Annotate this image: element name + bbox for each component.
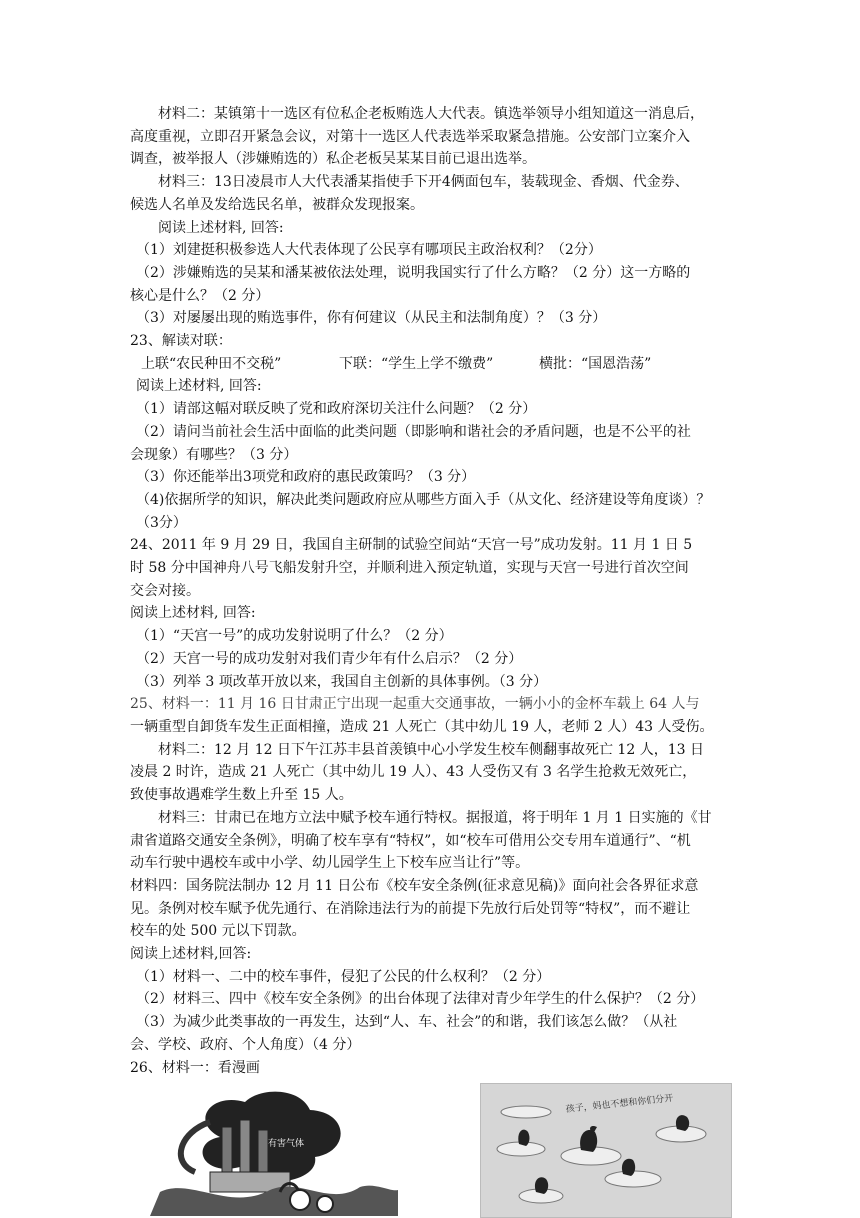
couplet xyxy=(130,353,730,376)
question-25-material4-line1: 材料四：国务院法制办 12 月 11 日公布《校车安全条例(征求意见稿)》面向社会各界征求意 xyxy=(130,877,699,894)
document-body xyxy=(130,103,730,1079)
prompt-read-answer: 阅读上述材料,回答: xyxy=(130,946,252,963)
question-24-line2: 时 58 分中国神舟八号飞船发射升空，并顺利进入预定轨道，实现与天宫一号进行首次空间 xyxy=(130,560,689,577)
question-23-2-line1: （2）请问当前社会生活中面临的此类问题（即影响和谐社会的矛盾问题，也是不公平的社 xyxy=(136,423,691,440)
prompt-read-answer: 阅读上述材料, 回答: xyxy=(130,605,256,622)
question-22-2-line2: 核心是什么？（2 分） xyxy=(130,287,270,304)
question-22-2-line1: （2）涉嫌贿选的吴某和潘某被依法处理，说明我国实行了什么方略？（2 分）这一方略的 xyxy=(136,264,691,281)
melting-ice-penguins-cartoon-image xyxy=(480,1083,732,1218)
question-25-2: （2）材料三、四中《校车安全条例》的出台体现了法律对青少年学生的什么保护？（2 分） xyxy=(136,991,705,1008)
question-26-heading: 26、材料一：看漫画 xyxy=(130,1059,260,1076)
para-material3-line1: 材料三：13日凌晨市人大代表潘某指使手下开4俩面包车，装载现金、香烟、代金券、 xyxy=(158,174,689,191)
cartoon-gas-label: 有害气体 xyxy=(268,1139,305,1149)
para-material3-line2: 候选人名单及发给选民名单，被群众发现报案。 xyxy=(130,196,424,213)
question-24-3: （3）列举 3 项改革开放以来，我国自主创新的具体事例。（3 分） xyxy=(136,673,548,690)
question-22-3: （3）对屡屡出现的贿选事件，你有何建议（从民主和法制角度）？（3 分） xyxy=(136,310,607,327)
question-22-1: （1）刘建挺积极参选人大代表体现了公民享有哪项民主政治权利？（2分） xyxy=(136,242,602,259)
prompt-read-answer: 阅读上述材料, 回答: xyxy=(136,378,262,395)
question-23-4-line1: （4)依据所学的知识，解决此类问题政府应从哪些方面入手（从文化、经济建设等角度谈）？ xyxy=(136,491,711,508)
prompt-read-answer: 阅读上述材料, 回答: xyxy=(158,219,284,236)
question-24-line1: 24、2011 年 9 月 29 日，我国自主研制的试验空间站“天宫一号”成功发射。11 月 1 日 5 xyxy=(130,537,693,554)
question-23-4-line2: （3分） xyxy=(136,514,187,531)
question-25-1: （1）材料一、二中的校车事件，侵犯了公民的什么权利？（2 分） xyxy=(136,968,551,985)
question-24-1: （1）“天宫一号”的成功发射说明了什么？（2 分） xyxy=(136,628,453,645)
question-25-3-line2: 会、学校、政府、个人角度）（4 分） xyxy=(130,1036,361,1053)
para-material2-line3: 调查，被举报人（涉嫌贿选的）私企老板吴某某目前已退出选举。 xyxy=(130,151,536,168)
couplet-upper: 上联“农民种田不交税” xyxy=(141,355,282,372)
question-23-2-line2: 会现象）有哪些？（3 分） xyxy=(130,446,298,463)
pollution-cartoon-image xyxy=(150,1082,400,1216)
question-25-material1-line2: 一辆重型自卸货车发生正面相撞，造成 21 人死亡（其中幼儿 19 人，老师 2 人）43 人受伤。 xyxy=(130,718,714,735)
question-24-2: （2）天宫一号的成功发射对我们青少年有什么启示？（2 分） xyxy=(136,650,523,667)
couplet-lower: 下联：“学生上学不缴费” xyxy=(339,355,494,372)
question-24-line3: 交会对接。 xyxy=(130,582,200,599)
question-25-material4-line2: 见。条例对校车赋予优先通行、在消除违法行为的前提下先放行后处罚等“特权”，而不避让 xyxy=(130,900,691,917)
question-25-3-line1: （3）为减少此类事故的一再发生，达到“人、车、社会”的和谐，我们该怎么做？（从社 xyxy=(136,1014,678,1031)
question-25-material1-line1: 25、材料一：11 月 16 日甘肃正宁出现一起重大交通事故，一辆小小的金杯车载上 64 人与 xyxy=(130,696,700,713)
para-material2-line2: 高度重视，立即召开紧急会议，对第十一选区人代表选举采取紧急措施。公安部门立案介入 xyxy=(130,128,690,145)
question-25-material3-line3: 动车行驶中遇校车或中小学、幼儿园学生上下校车应当让行”等。 xyxy=(130,855,530,872)
question-25-material3-line2: 肃省道路交通安全条例》，明确了校车享有“特权”，如“校车可借用公交专用车道通行”、“机 xyxy=(130,832,691,849)
question-23-3: （3）你还能举出3项党和政府的惠民政策吗？（3 分） xyxy=(136,469,476,486)
question-25-material4-line3: 校车的处 500 元以下罚款。 xyxy=(130,923,306,940)
question-25-material2-line2: 凌晨 2 时许，造成 21 人死亡（其中幼儿 19 人）、43 人受伤又有 3 名学生抢救无效死亡， xyxy=(130,764,697,781)
question-25-material2-line1: 材料二：12 月 12 日下午江苏丰县首羡镇中心小学发生校车侧翻事故死亡 12 人，13 日 xyxy=(158,741,704,758)
question-23-heading: 23、解读对联： xyxy=(130,333,232,350)
question-25-material3-line1: 材料三：甘肃已在地方立法中赋予校车通行特权。据报道，将于明年 1 月 1 日实施的《甘 xyxy=(158,809,712,826)
couplet-horizontal: 横批：“国恩浩荡” xyxy=(539,355,652,372)
cartoon-caption: 孩子，妈也不想和你们分开 xyxy=(565,1093,674,1115)
para-material2-line1: 材料二：某镇第十一选区有位私企老板贿选人大代表。镇选举领导小组知道这一消息后， xyxy=(158,106,704,122)
question-23-1: （1）请部这幅对联反映了党和政府深切关注什么问题？（2 分） xyxy=(136,401,537,418)
question-25-material2-line3: 致使事故遇难学生数上升至 15 人。 xyxy=(130,787,353,804)
